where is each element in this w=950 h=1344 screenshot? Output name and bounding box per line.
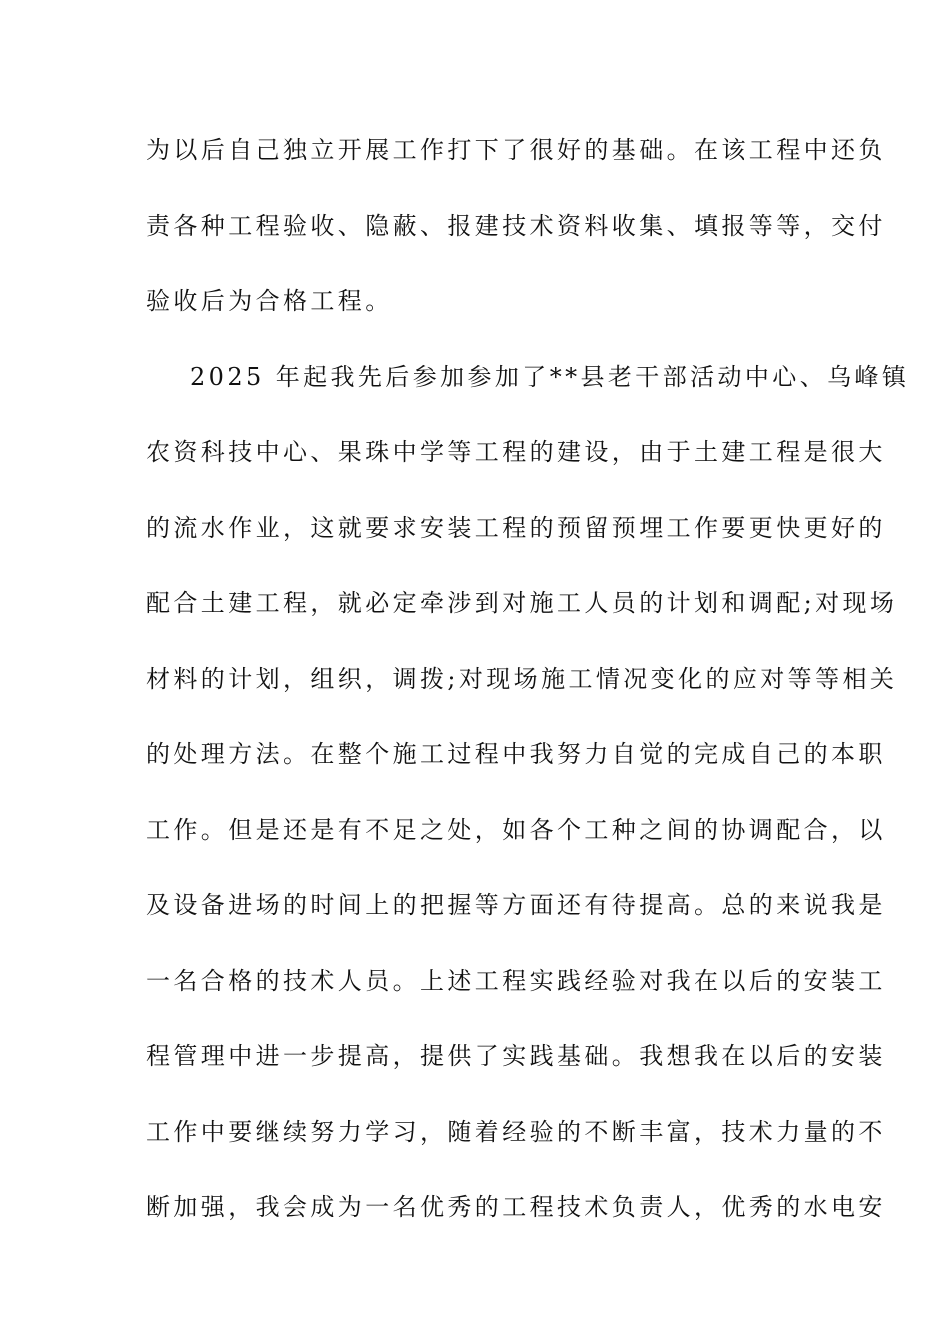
text-line: 验收后为合格工程。 — [146, 287, 393, 315]
text-line: 材料的计划，组织，调拨;对现场施工情况变化的应对等等相关 — [146, 665, 898, 693]
text-line: 一名合格的技术人员。上述工程实践经验对我在以后的安装工 — [146, 967, 886, 995]
text-line: 断加强，我会成为一名优秀的工程技术负责人，优秀的水电安 — [146, 1193, 886, 1221]
text-line: 为以后自己独立开展工作打下了很好的基础。在该工程中还负 — [146, 136, 886, 164]
text-line: 农资科技中心、果珠中学等工程的建设，由于土建工程是很大 — [146, 438, 886, 466]
text-line: 责各种工程验收、隐蔽、报建技术资料收集、填报等等，交付 — [146, 212, 886, 240]
text-line: 工作。但是还是有不足之处，如各个工种之间的协调配合，以 — [146, 816, 886, 844]
text-line: 配合土建工程，就必定牵涉到对施工人员的计划和调配;对现场 — [146, 589, 898, 617]
paragraph-first-line: 2025 年起我先后参加参加了**县老干部活动中心、乌峰镇 — [190, 363, 910, 391]
text-line: 的处理方法。在整个施工过程中我努力自觉的完成自己的本职 — [146, 740, 886, 768]
text-line: 程管理中进一步提高，提供了实践基础。我想我在以后的安装 — [146, 1042, 886, 1070]
text-line: 的流水作业，这就要求安装工程的预留预埋工作要更快更好的 — [146, 514, 886, 542]
text-line: 及设备进场的时间上的把握等方面还有待提高。总的来说我是 — [146, 891, 886, 919]
text-line: 工作中要继续努力学习，随着经验的不断丰富，技术力量的不 — [146, 1118, 886, 1146]
